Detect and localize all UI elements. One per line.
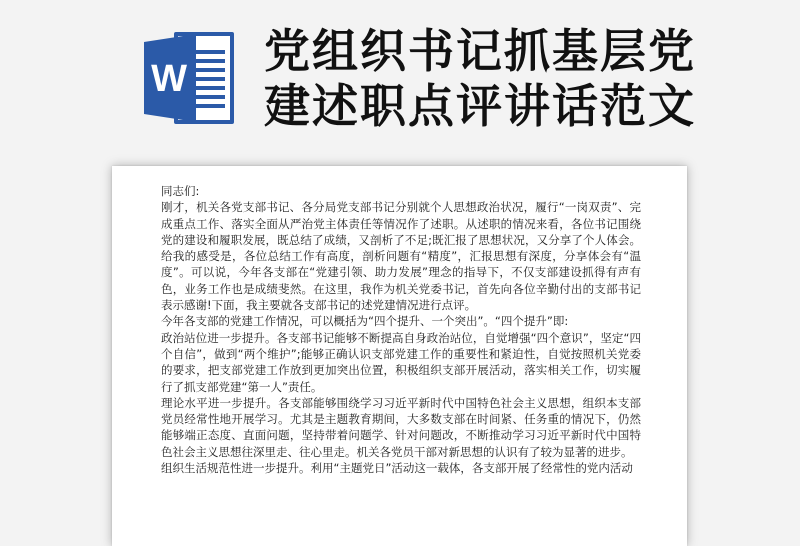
page-title xyxy=(264,24,696,134)
document-page xyxy=(112,166,687,546)
title-line-1: 党组织书记抓基层党 xyxy=(264,24,696,78)
paragraph-organization-life: 组织生活规范性进一步提升。利用“主题党日”活动这一载体，各支部开展了经常性的党内活动 xyxy=(161,461,633,476)
header-banner xyxy=(0,0,800,150)
paragraph-political-stance: 政治站位进一步提升。各支部书记能够不断提高自身政治站位，自觉增强“四个意识”，坚定“四个自信”，做到“两个维护”;能够正确认识支部党建工作的重要性和紧迫性，自觉按照机关党委的要求，把支部党建工作放到更加突出位置，积极组织支部开展活动，落实相关工作，切实履行了抓支部党建“第一人”责任。 xyxy=(161,330,641,394)
word-icon-letter: W xyxy=(151,58,187,100)
paragraph-opening: 刚才，机关各党支部书记、各分局党支部书记分别就个人思想政治状况，履行“一岗双责”、完成重点工作、落实全面从严治党主体责任等情况作了述职。从述职的情况来看，各位书记围绕党的建设和履职发展，既总结了成绩，又剖析了不足;既汇报了思想状况，又分享了个人体会。给我的感受是，各位总结工作有高度，剖析问题有“精度”，汇报思想有深度，分享体会有“温度”。可以说，今年各支部在“党建引领、助力发展”理念的指导下，不仅支部建设抓得有声有色，业务工作也是成绩斐然。在这里，我作为机关党委书记，首先向各位辛勤付出的支部书记表示感谢!下面，我主要就各支部书记的述党建情况进行点评。 xyxy=(161,200,641,313)
salutation: 同志们: xyxy=(161,184,200,198)
paragraph-theory-level: 理论水平进一步提升。各支部能够围绕学习习近平新时代中国特色社会主义思想，组织本支部党员经常性地开展学习。尤其是主题教育期间，大多数支部在时间紧、任务重的情况下，仍然能够端正态度、直面问题，坚持带着问题学、针对问题改，不断推动学习习近平新时代中国特色社会主义思想往深里走、往心里走。机关各党员干部对新思想的认识有了较为显著的进步。 xyxy=(161,395,641,459)
document-body xyxy=(161,183,641,476)
paragraph-summary: 今年各支部的党建工作情况，可以概括为“四个提升、一个突出”。“四个提升”即: xyxy=(161,314,569,329)
title-line-2: 建述职点评讲话范文 xyxy=(264,79,696,133)
word-document-icon xyxy=(144,30,236,126)
